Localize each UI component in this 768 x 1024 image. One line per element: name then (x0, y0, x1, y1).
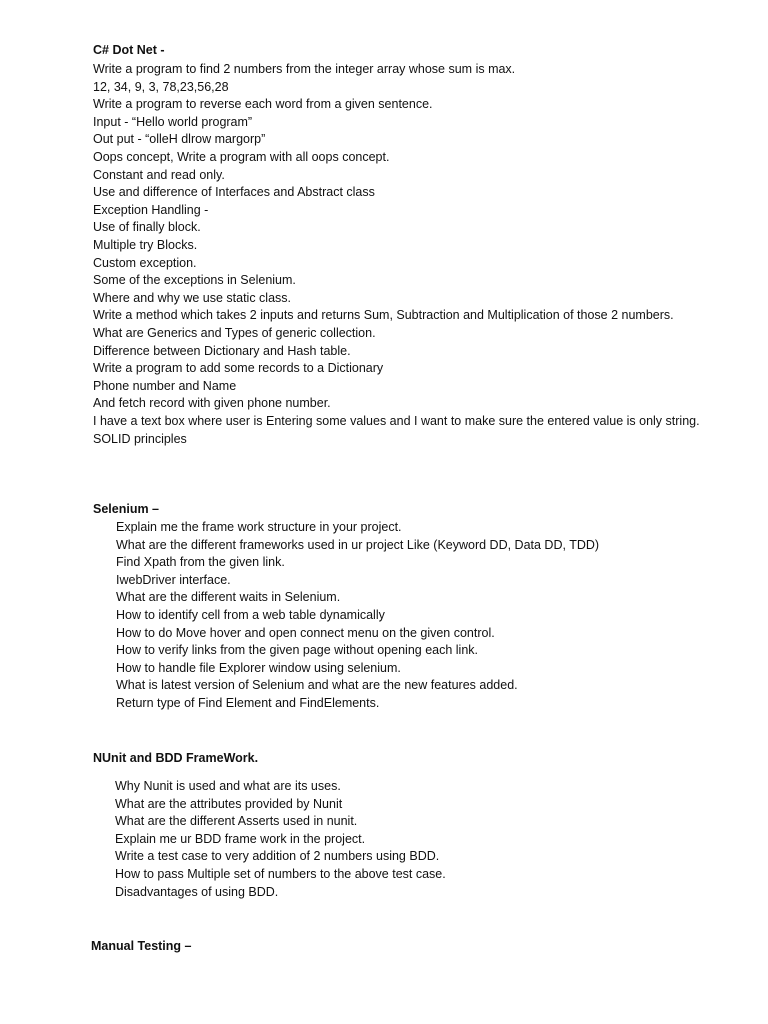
nunit-question-text: Why Nunit is used and what are its uses. (115, 779, 341, 793)
nunit-question-text: Explain me ur BDD frame work in the project. (115, 831, 366, 846)
manual-testing-heading: Manual Testing – (91, 939, 192, 953)
csharp-heading: C# Dot Net - (93, 43, 165, 57)
nunit-question-text: Disadvantages of using BDD. (115, 884, 279, 899)
csharp-question-text: Use of finally block. (93, 220, 201, 235)
csharp-question-text: Input - “Hello world program” (93, 114, 253, 129)
csharp-question-text: Multiple try Blocks. (93, 238, 198, 252)
csharp-question-text: Out put - “olleH dlrow margorp” (93, 132, 266, 147)
csharp-question-text: Difference between Dictionary and Hash table. (93, 343, 351, 358)
csharp-question-text: Where and why we use static class. (93, 290, 291, 305)
nunit-question-text: What are the attributes provided by Nunit (115, 796, 343, 811)
csharp-question-text: Phone number and Name (93, 378, 237, 393)
csharp-question-text: SOLID principles (93, 431, 187, 446)
csharp-question-text: Use and difference of Interfaces and Abstract class (93, 185, 375, 200)
csharp-question-text: Exception Handling - (93, 202, 209, 217)
csharp-question-text: Write a program to reverse each word from a given sentence. (93, 97, 433, 112)
selenium-question-text: IwebDriver interface. (116, 572, 231, 587)
selenium-question-text: What are the different waits in Selenium. (116, 590, 341, 605)
nunit-question-text: Write a test case to very addition of 2 numbers using BDD. (115, 849, 440, 864)
csharp-question-text: What are Generics and Types of generic collection. (93, 326, 376, 340)
csharp-question-text: Constant and read only. (93, 167, 225, 182)
csharp-question-text: And fetch record with given phone number. (93, 396, 331, 411)
selenium-heading: Selenium – (93, 502, 159, 516)
csharp-question-text: I have a text box where user is Entering some values and I want to make sure the entered value is only string. (93, 414, 700, 428)
selenium-question-text: Return type of Find Element and FindElements. (116, 696, 380, 710)
csharp-question-text: Oops concept, Write a program with all oops concept. (93, 150, 390, 164)
csharp-question-text: Custom exception. (93, 255, 197, 270)
nunit-question-text: What are the different Asserts used in nunit. (115, 814, 358, 829)
selenium-question-text: How to identify cell from a web table dynamically (116, 608, 385, 622)
nunit-heading: NUnit and BDD FrameWork. (93, 751, 259, 765)
csharp-question-text: 12, 34, 9, 3, 78,23,56,28 (93, 79, 229, 94)
csharp-question-text: Write a method which takes 2 inputs and returns Sum, Subtraction and Multiplication of those 2 numbers. (93, 308, 674, 323)
selenium-question-text: Explain me the frame work structure in your project. (116, 520, 402, 534)
csharp-question-text: Write a program to find 2 numbers from the integer array whose sum is max. (93, 62, 516, 76)
csharp-question-text: Some of the exceptions in Selenium. (93, 273, 296, 288)
selenium-question-text: How to handle file Explorer window using selenium. (116, 660, 401, 675)
selenium-question-text: How to verify links from the given page without opening each link. (116, 643, 478, 658)
selenium-question-text: Find Xpath from the given link. (116, 555, 285, 570)
csharp-question-text: Write a program to add some records to a Dictionary (93, 361, 384, 376)
selenium-question-text: What is latest version of Selenium and what are the new features added. (116, 678, 518, 693)
selenium-question-text: What are the different frameworks used in ur project Like (Keyword DD, Data DD, TDD) (116, 537, 600, 552)
selenium-question-text: How to do Move hover and open connect menu on the given control. (116, 625, 495, 640)
nunit-question-text: How to pass Multiple set of numbers to the above test case. (115, 867, 446, 881)
